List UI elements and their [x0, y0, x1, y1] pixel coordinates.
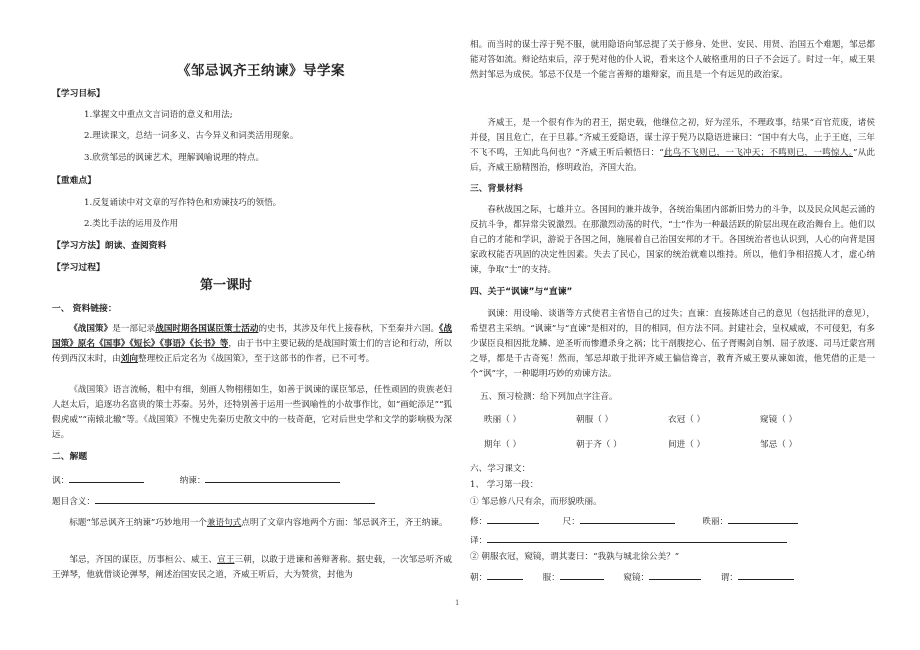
goals-heading: 【学习目标】: [52, 89, 105, 99]
goal-item: 2.理读课文，总结一词多义、古今异义和词类活用现象。: [84, 131, 299, 141]
yili-blank[interactable]: [728, 513, 798, 524]
pinyin-row-1: [484, 413, 874, 428]
question-1-text: 邹忌修八尺有余，而形貌昳丽。: [481, 497, 602, 507]
translation-line: 译：: [470, 532, 875, 549]
title-meaning-blank[interactable]: [95, 493, 375, 504]
feng-najian-line: [52, 472, 452, 489]
translation-blank[interactable]: [487, 532, 787, 543]
section-2-paragraph-2: 邹忌，齐国的谋臣，历事桓公、威王、宣王三朝，以敢于进谏和善辩著称。据史载，一次邹忌听齐威王弹琴，他就借谈论弹琴，阐述治国安民之道，齐威王听后，大为赞赏，封他为: [52, 555, 452, 580]
section-2-paragraph-1: 标题“邹忌讽齐王纳谏”巧妙地用一个兼语句式点明了文章内容地两个方面：邹忌讽齐王，齐王纳谏。: [69, 518, 448, 528]
pinyin-item[interactable]: 朝服（ ）: [576, 415, 614, 425]
lesson-title: 第一课时: [200, 278, 253, 293]
najian-answer-blank[interactable]: [205, 472, 340, 483]
section-4-heading: 四、关于“讽谏”与“直谏”: [470, 287, 573, 297]
question-1-mark: ①: [470, 497, 479, 507]
method-label: 【学习方法】: [52, 241, 105, 251]
continued-paragraph: 相。而当时的谋士淳于髡不服，就用隐语向邹忌提了关于修身、处世、安民、用贤、治国五个难题，邹忌都能对答如流。辩论结束后，淳于髡对他的仆人说，看来这个人破格重用的日子不会远了。时过一年，威王果然封邹忌为成侯。邹忌不仅是一个能言善辩的雄辩家，而且是一个有远见的政治家。: [470, 40, 875, 80]
bird-quote: 此鸟不飞则已，一飞冲天；不鸣则已，一鸣惊人。: [663, 148, 854, 158]
section-6-heading: 六、学习课文：: [470, 464, 531, 474]
feng-label: 讽：: [52, 476, 70, 486]
method-value: 朗读、查阅资料: [104, 241, 167, 251]
pinyin-item[interactable]: 衣冠（ ）: [668, 415, 706, 425]
wei-blank[interactable]: [738, 569, 794, 580]
chi-blank[interactable]: [580, 513, 675, 524]
title-meaning-label: 题目含义：: [52, 497, 95, 507]
question-2-text: 朝服衣冠，窥镜，谓其妻曰：“我孰与城北徐公美？”: [481, 552, 680, 562]
section-3-paragraph: 春秋战国之际，七雄并立。各国间的兼并战争，各统治集团内部新旧势力的斗争，以及民众风起云涌的反抗斗争，都异常尖锐激烈。在那激烈动荡的时代，“士”作为一种最活跃的阶层出现在政治舞台上。他们以自己的才能和学识，游说于各国之间，施展着自己治国安邦的才干。各国统治者也认识到，人心的向背是国家政权能否巩固的决定性因素。失去了民心，国家的统治就难以维持。所以，他们争相招揽人才，虚心纳谏，争取“士”的支持。: [470, 205, 875, 275]
method-line: [52, 239, 166, 254]
section-6-sub: 1、 学习第一段：: [470, 480, 539, 490]
goal-item: 1.掌握文中重点文言词语的意义和用法;: [84, 110, 233, 120]
process-heading: 【学习过程】: [52, 263, 105, 273]
document-title: 《邹忌讽齐王纳谏》导学案: [177, 63, 345, 79]
feng-answer-blank[interactable]: [69, 472, 144, 483]
chao-blank[interactable]: [487, 569, 523, 580]
section-1-paragraph-2: 《战国策》语言流畅，粗中有细，刻画人物栩栩如生，如善于讽谏的谋臣邹忌，任性顽固的贵族老妇人赵太后，追逐功名富贵的策士苏秦。另外，还特别善于运用一些讽喻性的小故事作比，如“画蛇添足”“狐假虎威”“南辕北辙”等。《战国策》不愧史先秦历史散文中的一枝奇葩，它对后世史学和文学的影响极为深远。: [52, 385, 452, 440]
section-1-paragraph-1: 《战国策》是一部记录战国时期各国谋臣策士活动的史书，其涉及年代上接春秋，下至秦并六国。《战国策》原名《国事》《短长》《事语》《长书》等，由于书中主要记载的是战国时策士们的言论和行动，所以传到西汉末时，由刘向整理校正后定名为《战国策》，至于这部书的作者，已不可考。: [52, 324, 452, 364]
question-1: [470, 495, 602, 510]
fu-blank[interactable]: [560, 569, 604, 580]
section-5-heading: 五、预习检测：给下列加点字注音。: [480, 392, 618, 402]
section-3-heading: 三、背景材料: [470, 184, 523, 194]
question-2: [470, 550, 679, 565]
question-1-fields: 修： 尺： 昳丽：: [470, 513, 875, 530]
xiu-blank[interactable]: [487, 513, 539, 524]
pinyin-item[interactable]: 邹忌（ ）: [760, 440, 798, 450]
left-column: [52, 0, 454, 650]
key-point-item: 1.反复诵读中对文章的写作特色和劝谏技巧的领悟。: [84, 198, 282, 208]
section-1-heading: 一、 资料链接：: [52, 304, 117, 314]
title-meaning-line: [52, 493, 452, 510]
section-2-heading: 二、解题: [52, 452, 88, 462]
question-2-mark: ②: [470, 552, 479, 562]
kuijing-blank[interactable]: [649, 569, 701, 580]
king-wei-paragraph: 齐威王，是一个很有作为的君王，据史载，他继位之初，好为淫乐，不理政事，结果“百官荒废，诸侯并侵，国且危亡，在于旦暮。”齐威王爱隐语，谋士淳于髡乃以隐语进谏曰：“国中有大鸟，止于王庭，三年不飞不鸣，王知此鸟何也？”齐威王听后顿悟曰：“此鸟不飞则已，一飞冲天；不鸣则已，一鸣惊人。”从此后，齐威王励精图治，修明政治，齐国大治。: [470, 118, 875, 173]
section-4-paragraph: 讽谏：用设喻、谈谐等方式使君主省悟自己的过失；直谏：直接陈述自己的意见（包括批评的意见），希望君主采纳。“讽谏”与“直谏”是相对的，目的相同，但方法不同。封建社会，皇权威威，不可侵犯，有多少谋臣良相因批龙鳞、逆圣听而惨遭杀身之祸；比干剖腹挖心、伍子胥赐剑自刎、屈子放逐、司马迁蒙宫刑之辱，都是千古奇冤！然而，邹忌却敢于批评齐威王偏信谗言，教育齐威王要从谏如流，他凭借的正是一个“讽”字，一种聪明巧妙的劝谏方法。: [470, 309, 875, 379]
pinyin-row-2: [484, 438, 874, 453]
pinyin-item[interactable]: 期年（ ）: [484, 440, 522, 450]
pinyin-item[interactable]: 昳丽（ ）: [484, 415, 522, 425]
page-number: 1: [455, 599, 460, 607]
najian-label: 纳谏：: [179, 476, 206, 486]
question-2-fields: 朝： 服： 窥镜： 谓：: [470, 569, 875, 586]
pinyin-item[interactable]: 间进（ ）: [668, 440, 706, 450]
pinyin-item[interactable]: 窥镜（ ）: [760, 415, 798, 425]
right-column: [470, 0, 875, 650]
key-points-heading: 【重难点】: [52, 176, 96, 186]
goal-item: 3.欣赏邹忌的讽谏艺术，理解讽喻说理的特点。: [84, 153, 265, 163]
pinyin-item[interactable]: 朝于齐（ ）: [576, 440, 622, 450]
key-point-item: 2.类比手法的运用及作用: [84, 219, 179, 229]
